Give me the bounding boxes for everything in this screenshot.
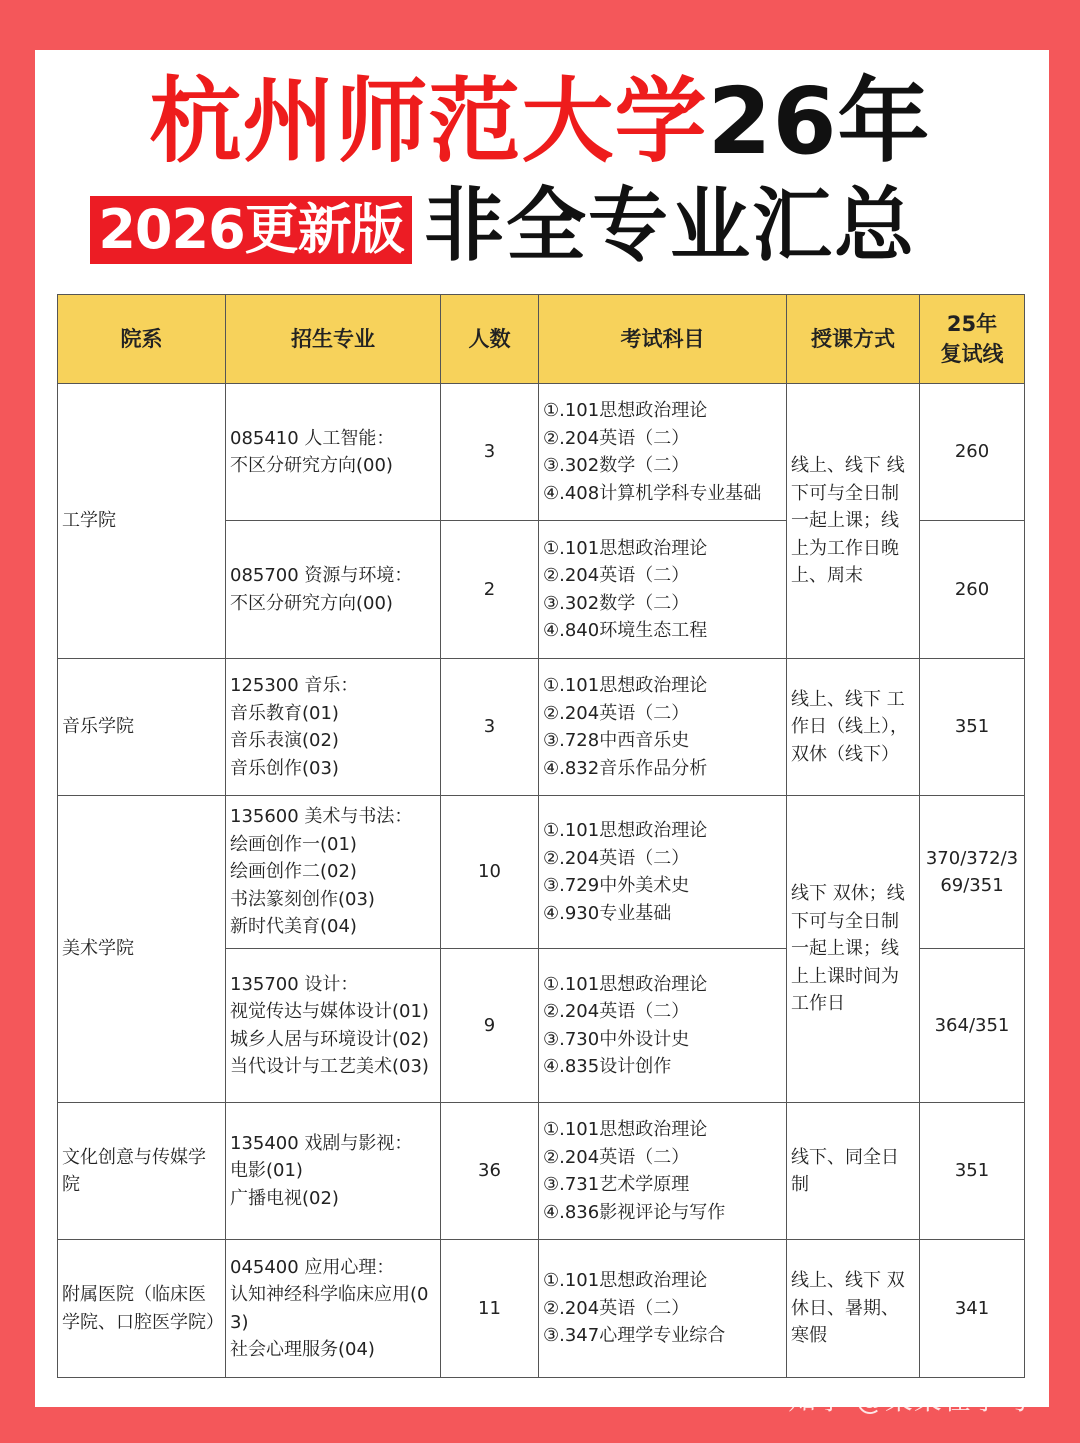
score-cell: 351 (920, 1103, 1025, 1240)
table-row (58, 1240, 1025, 1378)
count-cell: 9 (441, 949, 539, 1103)
subject-line: ①.101思想政治理论 (543, 675, 708, 696)
title-university: 杭州师范大学 (149, 68, 708, 175)
major-line: 绘画创作二(02) (230, 861, 357, 883)
subject-line: ②.204英语（二） (543, 427, 690, 449)
subject-line: ④.930专业基础 (543, 902, 672, 924)
subject-line: ②.204英语（二） (543, 1001, 690, 1022)
mode-cell (787, 384, 920, 659)
header-major: 招生专业 (226, 295, 441, 384)
count-cell: 3 (441, 384, 539, 521)
title-year: 26年 (707, 68, 931, 175)
college-text: 附属医院（临床医学院、口腔医学院） (62, 1284, 224, 1333)
score-cell: 341 (920, 1240, 1025, 1378)
score-cell: 364/351 (920, 949, 1025, 1103)
college-cell (58, 1103, 226, 1240)
header-count: 人数 (441, 295, 539, 384)
major-line: 音乐表演(02) (230, 730, 339, 751)
major-line: 绘画创作一(01) (230, 833, 357, 855)
college-cell: 音乐学院 (58, 659, 226, 796)
header-score (920, 295, 1025, 384)
subject-line: ①.101思想政治理论 (543, 820, 708, 841)
subject-line: ④.832音乐作品分析 (543, 757, 708, 779)
major-line: 085410 人工智能： (230, 427, 395, 449)
subjects-cell (539, 521, 787, 659)
subtitle-text: 非全专业汇总 (424, 179, 916, 272)
mode-cell (787, 1240, 920, 1378)
subject-line: ③.302数学（二） (543, 592, 690, 614)
mode-text: 线上、线下 工作日（线上），双休（线下） (791, 688, 908, 765)
major-line: 广播电视(02) (230, 1187, 339, 1209)
subjects-cell (539, 1240, 787, 1378)
subject-line: ②.204英语（二） (543, 1297, 690, 1319)
header-college: 院系 (58, 295, 226, 384)
header-subjects: 考试科目 (539, 295, 787, 384)
subject-line: ④.840环境生态工程 (543, 620, 708, 641)
major-line: 135600 美术与书法： (230, 806, 413, 828)
subject-line: ③.347心理学专业综合 (543, 1325, 726, 1347)
subjects-cell (539, 659, 787, 796)
table-row (58, 1103, 1025, 1240)
major-line: 音乐创作(03) (230, 757, 339, 779)
mode-text: 线下 双休；线下可与全日制一起上课；线上上课时间为工作日 (791, 883, 905, 1015)
major-line: 音乐教育(01) (230, 702, 339, 724)
table-header-row (58, 295, 1025, 384)
major-line: 085700 资源与环境： (230, 565, 413, 586)
table-row (58, 384, 1025, 521)
page-title (0, 68, 1080, 175)
major-cell (226, 1103, 441, 1240)
major-line: 视觉传达与媒体设计(01) (230, 1001, 429, 1022)
major-line: 125300 音乐： (230, 675, 359, 696)
subjects-cell (539, 949, 787, 1103)
subjects-cell (539, 796, 787, 949)
major-cell (226, 796, 441, 949)
score-cell: 260 (920, 384, 1025, 521)
subject-line: ④.835设计创作 (543, 1056, 672, 1077)
major-cell (226, 384, 441, 521)
college-cell: 美术学院 (58, 796, 226, 1103)
header-score-line2: 复试线 (940, 342, 1004, 366)
count-cell: 2 (441, 521, 539, 659)
score-text: 370/372/369/351 (925, 847, 1019, 896)
subject-line: ②.204英语（二） (543, 702, 690, 724)
subject-line: ①.101思想政治理论 (543, 400, 708, 421)
subject-line: ④.836影视评论与写作 (543, 1201, 726, 1223)
subjects-cell (539, 384, 787, 521)
table-row (58, 796, 1025, 949)
subject-line: ②.204英语（二） (543, 1146, 690, 1168)
subject-line: ①.101思想政治理论 (543, 537, 708, 559)
major-line: 认知神经科学临床应用(03) (230, 1284, 429, 1333)
subject-line: ③.730中外设计史 (543, 1028, 690, 1050)
score-cell: 351 (920, 659, 1025, 796)
subject-line: ③.728中西音乐史 (543, 730, 690, 751)
mode-cell (787, 659, 920, 796)
major-cell (226, 1240, 441, 1378)
college-text: 文化创意与传媒学院 (62, 1146, 206, 1195)
major-line: 045400 应用心理： (230, 1256, 395, 1278)
count-cell: 10 (441, 796, 539, 949)
mode-text: 线下、同全日制 (791, 1146, 899, 1195)
major-line: 135700 设计： (230, 973, 359, 995)
count-cell: 11 (441, 1240, 539, 1378)
major-cell (226, 521, 441, 659)
college-cell (58, 1240, 226, 1378)
subject-line: ②.204英语（二） (543, 565, 690, 586)
major-cell (226, 659, 441, 796)
header-score-line1: 25年 (946, 312, 998, 336)
count-cell: 3 (441, 659, 539, 796)
subjects-cell (539, 1103, 787, 1240)
subject-line: ①.101思想政治理论 (543, 1119, 708, 1140)
major-line: 135400 戏剧与影视： (230, 1132, 413, 1154)
subject-line: ④.408计算机学科专业基础 (543, 482, 762, 504)
major-line: 新时代美育(04) (230, 916, 357, 938)
count-cell: 36 (441, 1103, 539, 1240)
subject-line: ③.302数学（二） (543, 455, 690, 476)
page-subtitle (0, 180, 1080, 272)
mode-text: 线上、线下 线下可与全日制一起上课；线上为工作日晚上、周末 (791, 455, 905, 587)
mode-cell (787, 796, 920, 1103)
version-badge: 2026更新版 (90, 196, 412, 264)
score-cell (920, 796, 1025, 949)
mode-cell (787, 1103, 920, 1240)
major-line: 不区分研究方向(00) (230, 455, 393, 476)
major-line: 不区分研究方向(00) (230, 592, 393, 614)
header-mode: 授课方式 (787, 295, 920, 384)
subject-line: ②.204英语（二） (543, 847, 690, 869)
table-row (58, 659, 1025, 796)
major-line: 电影(01) (230, 1160, 303, 1182)
major-line: 社会心理服务(04) (230, 1339, 375, 1360)
subject-line: ③.731艺术学原理 (543, 1174, 690, 1195)
major-line: 书法篆刻创作(03) (230, 888, 375, 910)
subject-line: ①.101思想政治理论 (543, 1270, 708, 1292)
majors-table (57, 294, 1025, 1378)
major-cell (226, 949, 441, 1103)
score-cell: 260 (920, 521, 1025, 659)
subject-line: ③.729中外美术史 (543, 875, 690, 896)
mode-text: 线上、线下 双休日、暑期、寒假 (791, 1270, 905, 1347)
college-cell: 工学院 (58, 384, 226, 659)
subject-line: ①.101思想政治理论 (543, 973, 708, 995)
major-line: 城乡人居与环境设计(02) (230, 1028, 429, 1050)
major-line: 当代设计与工艺美术(03) (230, 1056, 429, 1077)
watermark: 知乎 @柒柒在学习 (788, 1383, 1030, 1416)
